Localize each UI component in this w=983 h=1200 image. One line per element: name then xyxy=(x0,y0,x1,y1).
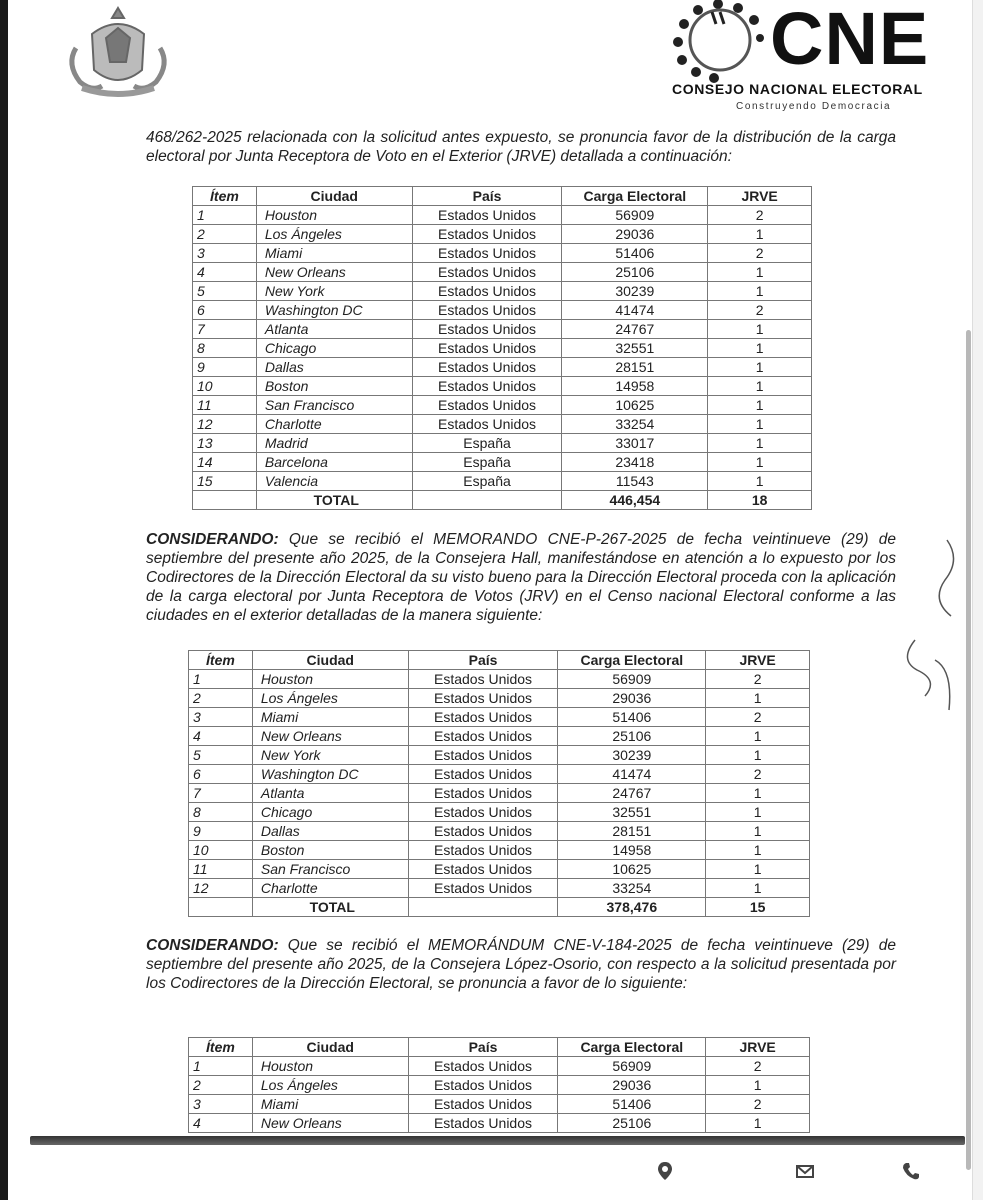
column-header: Ciudad xyxy=(252,1038,408,1057)
table-cell: 3 xyxy=(189,708,253,727)
table-row xyxy=(189,803,810,822)
table-cell: Miami xyxy=(252,708,408,727)
table-cell: 1 xyxy=(708,282,812,301)
table-cell: 11 xyxy=(193,396,257,415)
phone-icon xyxy=(900,1160,922,1182)
table-row xyxy=(193,358,812,377)
table-cell: Estados Unidos xyxy=(412,301,562,320)
table-cell: 2 xyxy=(708,244,812,263)
table-cell: Estados Unidos xyxy=(412,263,562,282)
column-header: JRVE xyxy=(708,187,812,206)
table-row xyxy=(189,822,810,841)
table-cell: Estados Unidos xyxy=(412,339,562,358)
table-cell: 1 xyxy=(708,339,812,358)
table-cell: 2 xyxy=(708,206,812,225)
total-carga: 446,454 xyxy=(562,491,708,510)
table-cell: 29036 xyxy=(562,225,708,244)
table-row xyxy=(189,841,810,860)
table-cell: Charlotte xyxy=(252,879,408,898)
table-cell: 25106 xyxy=(558,727,706,746)
table-header-row xyxy=(193,187,812,206)
cne-full-name: CONSEJO NACIONAL ELECTORAL xyxy=(672,81,923,97)
scrollbar-thumb[interactable] xyxy=(966,330,971,1170)
table-cell: Estados Unidos xyxy=(408,708,558,727)
considerando-lead: CONSIDERANDO: xyxy=(146,937,279,954)
table-cell: 23418 xyxy=(562,453,708,472)
distribution-table-2 xyxy=(188,650,810,917)
table-cell: 1 xyxy=(708,358,812,377)
table-cell: 9 xyxy=(193,358,257,377)
table-cell: Estados Unidos xyxy=(408,746,558,765)
table-header-row xyxy=(189,1038,810,1057)
total-jrve: 15 xyxy=(706,898,810,917)
table-cell: Los Ángeles xyxy=(256,225,412,244)
column-header: País xyxy=(412,187,562,206)
paragraph-intro: 468/262-2025 relacionada con la solicitud antes expuesto, se pronuncia favor de la distribución de la carga electoral por Junta Receptora de Voto en el Exterior (JRVE) detallada a continuación: xyxy=(146,129,896,165)
table-cell: 1 xyxy=(189,670,253,689)
table-cell: 51406 xyxy=(562,244,708,263)
table-cell: 1 xyxy=(706,727,810,746)
table-cell: Estados Unidos xyxy=(412,415,562,434)
column-header: Ítem xyxy=(189,651,253,670)
table-row xyxy=(193,453,812,472)
table-cell: 1 xyxy=(193,206,257,225)
total-row xyxy=(189,898,810,917)
table-cell: 10 xyxy=(189,841,253,860)
table-cell: Valencia xyxy=(256,472,412,491)
table-cell: 2 xyxy=(189,1076,253,1095)
table-cell: Estados Unidos xyxy=(412,396,562,415)
cne-wordmark: CNE xyxy=(770,0,930,80)
table-cell: Charlotte xyxy=(256,415,412,434)
column-header: Ítem xyxy=(189,1038,253,1057)
table-row xyxy=(193,244,812,263)
table-cell: New Orleans xyxy=(256,263,412,282)
table-cell: 1 xyxy=(708,472,812,491)
table-cell: New York xyxy=(252,746,408,765)
column-header: Carga Electoral xyxy=(558,651,706,670)
table-cell: Los Ángeles xyxy=(252,689,408,708)
column-header: Carga Electoral xyxy=(562,187,708,206)
table-cell: Estados Unidos xyxy=(412,358,562,377)
table-header-row xyxy=(189,651,810,670)
considerando-body: Que se recibió el MEMORÁNDUM CNE-V-184-2025 de fecha veintinueve (29) de septiembre del presente año 2025, de la Consejera López-Osorio, con respecto a la solicitud presentada por los Codirectores de la Dirección Electoral, se pronuncia a favor de lo siguiente: xyxy=(146,937,896,992)
column-header: JRVE xyxy=(706,651,810,670)
table-row xyxy=(193,320,812,339)
table-row xyxy=(189,860,810,879)
table-cell: Barcelona xyxy=(256,453,412,472)
table-cell: 10625 xyxy=(558,860,706,879)
table-cell: 33254 xyxy=(562,415,708,434)
table-cell: 3 xyxy=(189,1095,253,1114)
table-row xyxy=(193,472,812,491)
table-cell: 2 xyxy=(189,689,253,708)
table-cell: New Orleans xyxy=(252,727,408,746)
table-cell: España xyxy=(412,472,562,491)
table-cell: Washington DC xyxy=(256,301,412,320)
table-cell: 1 xyxy=(706,822,810,841)
considerando-body: Que se recibió el MEMORANDO CNE-P-267-2025 de fecha veintinueve (29) de septiembre del presente año 2025, de la Consejera Hall, manifestándose en atención a lo expuesto por los Codirectores de la Dirección Electoral da su visto bueno para la Dirección Electoral proceda con la aplicación de la carga electoral por Junta Receptora de Votos (JRV) en el Censo nacional Electoral conforme a las ciudades en el exterior detalladas de la manera siguiente: xyxy=(146,531,896,624)
cne-motto: Construyendo Democracia xyxy=(736,101,892,112)
column-header: Carga Electoral xyxy=(558,1038,706,1057)
table-cell: 8 xyxy=(189,803,253,822)
table-cell: Los Ángeles xyxy=(252,1076,408,1095)
table-row xyxy=(189,879,810,898)
table-cell: 51406 xyxy=(558,708,706,727)
table-cell: 33254 xyxy=(558,879,706,898)
table-cell: 11 xyxy=(189,860,253,879)
table-cell: Chicago xyxy=(252,803,408,822)
table-cell: 30239 xyxy=(562,282,708,301)
table-cell: 2 xyxy=(706,765,810,784)
table-cell: 1 xyxy=(706,784,810,803)
table-cell: 1 xyxy=(706,841,810,860)
table-cell: Estados Unidos xyxy=(408,822,558,841)
table-cell: Dallas xyxy=(256,358,412,377)
table-row xyxy=(189,746,810,765)
table-cell: 2 xyxy=(708,301,812,320)
table-row xyxy=(193,339,812,358)
column-header: Ciudad xyxy=(252,651,408,670)
table-cell: 2 xyxy=(193,225,257,244)
location-pin-icon xyxy=(654,1160,676,1182)
table-cell: 8 xyxy=(193,339,257,358)
table-cell: 1 xyxy=(708,377,812,396)
total-label: TOTAL xyxy=(252,898,408,917)
table-cell: 1 xyxy=(708,263,812,282)
table-cell: Estados Unidos xyxy=(412,206,562,225)
column-header: País xyxy=(408,651,558,670)
paragraph-considerando-1 xyxy=(146,530,896,625)
handwritten-signature-icon xyxy=(895,520,965,720)
table-cell: 56909 xyxy=(558,1057,706,1076)
table-cell: 51406 xyxy=(558,1095,706,1114)
table-cell: 14958 xyxy=(562,377,708,396)
column-header: Ítem xyxy=(193,187,257,206)
table-cell: 5 xyxy=(193,282,257,301)
left-edge-bar xyxy=(0,0,8,1200)
table-cell: 25106 xyxy=(562,263,708,282)
table-cell: 13 xyxy=(193,434,257,453)
table-cell: 1 xyxy=(708,225,812,244)
table-cell: 2 xyxy=(706,1095,810,1114)
table-row xyxy=(189,784,810,803)
table-cell: España xyxy=(412,453,562,472)
table-row xyxy=(193,396,812,415)
table-cell: 14 xyxy=(193,453,257,472)
table-cell: 3 xyxy=(193,244,257,263)
total-label: TOTAL xyxy=(256,491,412,510)
table-row xyxy=(193,301,812,320)
table-cell: Estados Unidos xyxy=(408,765,558,784)
table-cell: 7 xyxy=(189,784,253,803)
column-header: Ciudad xyxy=(256,187,412,206)
considerando-lead: CONSIDERANDO: xyxy=(146,531,279,548)
table-cell: Houston xyxy=(256,206,412,225)
viewer-right-edge xyxy=(972,0,983,1200)
table-cell: 2 xyxy=(706,708,810,727)
table-cell: Estados Unidos xyxy=(408,670,558,689)
distribution-table-3 xyxy=(188,1037,810,1133)
table-cell: 29036 xyxy=(558,689,706,708)
table-cell: 24767 xyxy=(558,784,706,803)
table-row xyxy=(189,689,810,708)
table-cell: Estados Unidos xyxy=(408,727,558,746)
distribution-table-1 xyxy=(192,186,812,510)
table-cell: 1 xyxy=(706,1114,810,1133)
table-cell: 6 xyxy=(189,765,253,784)
table-cell: Estados Unidos xyxy=(408,841,558,860)
table-cell: 12 xyxy=(193,415,257,434)
table-cell: 11543 xyxy=(562,472,708,491)
column-header: País xyxy=(408,1038,558,1057)
table-cell: Estados Unidos xyxy=(408,1076,558,1095)
table-cell xyxy=(412,491,562,510)
table-cell: 41474 xyxy=(562,301,708,320)
table-cell: 1 xyxy=(708,415,812,434)
table-cell: Miami xyxy=(256,244,412,263)
table-cell: New York xyxy=(256,282,412,301)
table-cell: Estados Unidos xyxy=(412,377,562,396)
table-cell: 15 xyxy=(193,472,257,491)
table-row xyxy=(189,708,810,727)
table-cell: 4 xyxy=(193,263,257,282)
table-row xyxy=(189,1076,810,1095)
table-cell: 56909 xyxy=(558,670,706,689)
table-cell: 32551 xyxy=(562,339,708,358)
table-cell: 2 xyxy=(706,1057,810,1076)
table-row xyxy=(189,1095,810,1114)
coat-of-arms-icon xyxy=(62,4,174,100)
table-row xyxy=(189,727,810,746)
table-row xyxy=(189,1114,810,1133)
table-cell: Estados Unidos xyxy=(408,1114,558,1133)
table-row xyxy=(193,263,812,282)
table-cell: Estados Unidos xyxy=(412,244,562,263)
table-cell: 4 xyxy=(189,1114,253,1133)
table-cell: 1 xyxy=(706,879,810,898)
table-cell: Miami xyxy=(252,1095,408,1114)
table-row xyxy=(193,282,812,301)
total-row xyxy=(193,491,812,510)
table-cell: Madrid xyxy=(256,434,412,453)
table-cell: 56909 xyxy=(562,206,708,225)
table-cell: Chicago xyxy=(256,339,412,358)
table-row xyxy=(189,765,810,784)
table-cell xyxy=(408,898,558,917)
table-cell: 6 xyxy=(193,301,257,320)
table-cell: 1 xyxy=(708,434,812,453)
table-cell: 1 xyxy=(706,803,810,822)
mail-icon xyxy=(794,1160,816,1182)
table-cell: Boston xyxy=(252,841,408,860)
table-cell: 1 xyxy=(708,396,812,415)
table-cell: 1 xyxy=(706,1076,810,1095)
table-cell: 5 xyxy=(189,746,253,765)
table-row xyxy=(189,1057,810,1076)
table-cell: 41474 xyxy=(558,765,706,784)
table-cell: 4 xyxy=(189,727,253,746)
table-cell: Estados Unidos xyxy=(412,282,562,301)
table-cell: 28151 xyxy=(562,358,708,377)
table-row xyxy=(193,377,812,396)
table-cell: 1 xyxy=(706,860,810,879)
table-row xyxy=(193,415,812,434)
table-cell xyxy=(189,898,253,917)
table-cell: Atlanta xyxy=(252,784,408,803)
table-cell: Estados Unidos xyxy=(412,225,562,244)
table-cell: Estados Unidos xyxy=(408,689,558,708)
table-cell: 12 xyxy=(189,879,253,898)
table-cell: Estados Unidos xyxy=(408,803,558,822)
table-cell: 1 xyxy=(708,453,812,472)
table-cell: San Francisco xyxy=(256,396,412,415)
table-cell: 33017 xyxy=(562,434,708,453)
table-cell: 24767 xyxy=(562,320,708,339)
table-cell: New Orleans xyxy=(252,1114,408,1133)
table-row xyxy=(193,206,812,225)
table-cell: Estados Unidos xyxy=(408,1057,558,1076)
paragraph-considerando-2 xyxy=(146,936,896,993)
table-cell: Boston xyxy=(256,377,412,396)
column-header: JRVE xyxy=(706,1038,810,1057)
table-cell: 1 xyxy=(189,1057,253,1076)
table-cell: 10625 xyxy=(562,396,708,415)
table-row xyxy=(193,225,812,244)
table-cell: Estados Unidos xyxy=(408,860,558,879)
table-cell: 1 xyxy=(706,746,810,765)
table-cell: Dallas xyxy=(252,822,408,841)
table-cell xyxy=(193,491,257,510)
table-cell: Houston xyxy=(252,670,408,689)
table-cell: Atlanta xyxy=(256,320,412,339)
table-cell: Estados Unidos xyxy=(408,1095,558,1114)
table-row xyxy=(189,670,810,689)
footer-rule xyxy=(30,1136,965,1145)
table-cell: 9 xyxy=(189,822,253,841)
table-cell: 2 xyxy=(706,670,810,689)
table-cell: 32551 xyxy=(558,803,706,822)
table-cell: Houston xyxy=(252,1057,408,1076)
total-jrve: 18 xyxy=(708,491,812,510)
table-cell: 30239 xyxy=(558,746,706,765)
table-cell: Estados Unidos xyxy=(408,784,558,803)
table-cell: 14958 xyxy=(558,841,706,860)
table-cell: 29036 xyxy=(558,1076,706,1095)
table-cell: 25106 xyxy=(558,1114,706,1133)
table-cell: España xyxy=(412,434,562,453)
table-cell: Estados Unidos xyxy=(408,879,558,898)
table-cell: San Francisco xyxy=(252,860,408,879)
table-cell: 1 xyxy=(706,689,810,708)
table-cell: Washington DC xyxy=(252,765,408,784)
table-cell: 28151 xyxy=(558,822,706,841)
table-cell: 7 xyxy=(193,320,257,339)
total-carga: 378,476 xyxy=(558,898,706,917)
table-cell: 1 xyxy=(708,320,812,339)
table-cell: Estados Unidos xyxy=(412,320,562,339)
table-row xyxy=(193,434,812,453)
table-cell: 10 xyxy=(193,377,257,396)
